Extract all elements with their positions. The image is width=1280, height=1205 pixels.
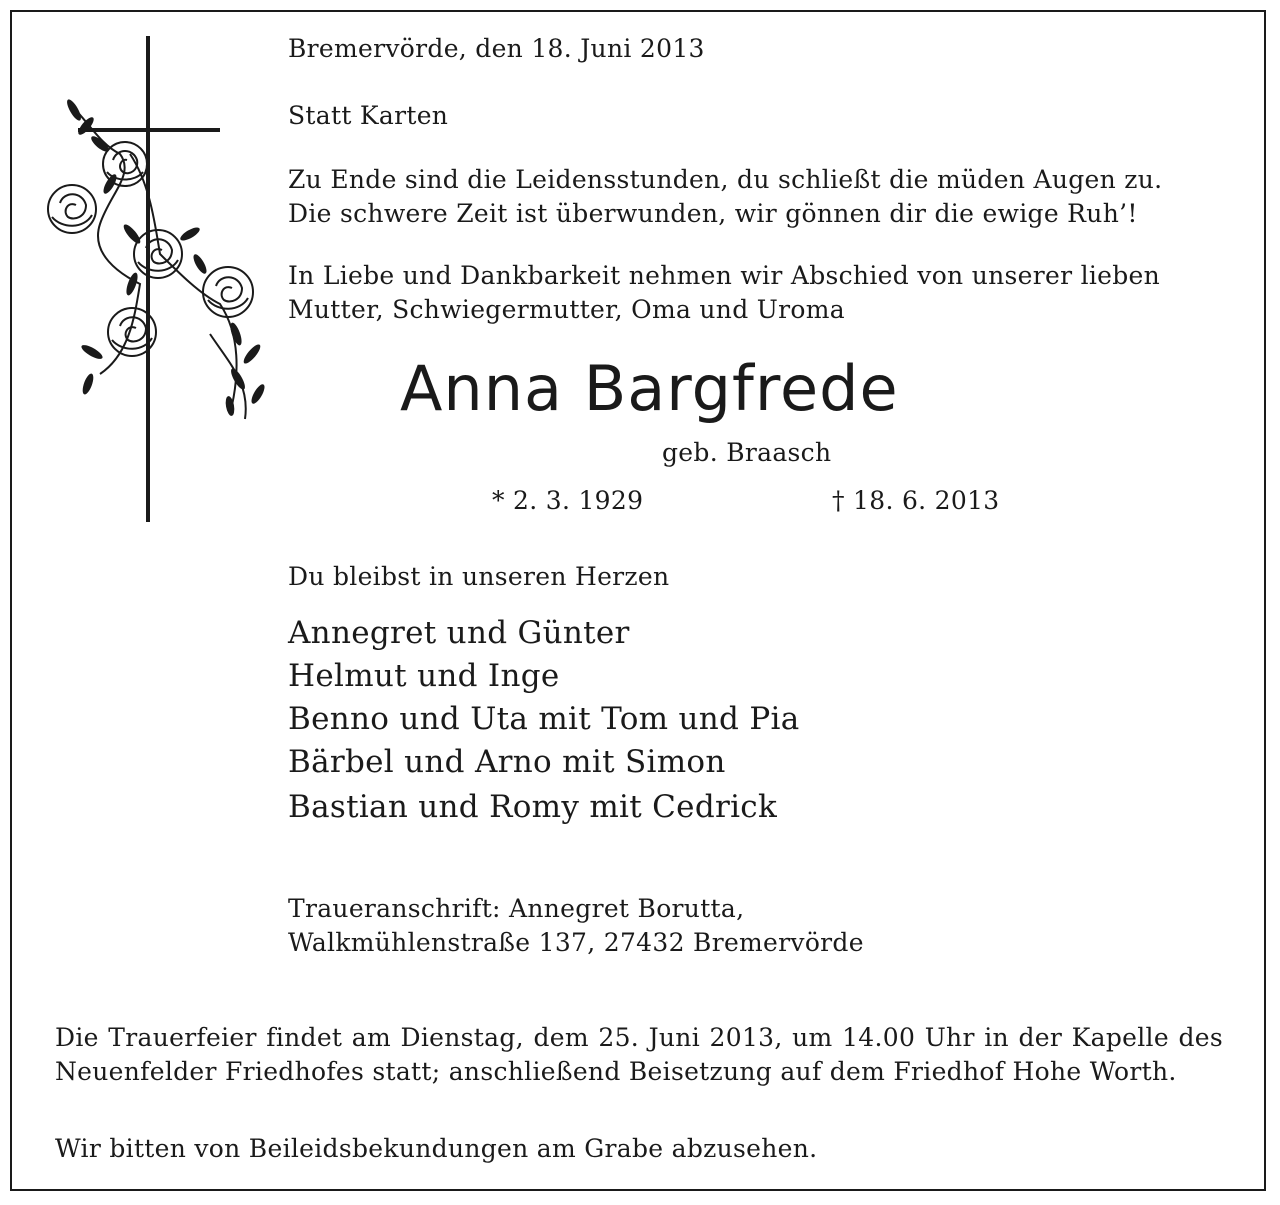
family-member: Helmut und Inge <box>288 658 560 694</box>
closing-line: Du bleibst in unseren Herzen <box>288 562 670 591</box>
maiden-name: geb. Braasch <box>662 438 832 467</box>
cross-with-roses-icon <box>40 34 280 529</box>
family-member: Annegret und Günter <box>288 615 630 651</box>
family-member: Bärbel und Arno mit Simon <box>288 744 726 780</box>
poem-line-1: Zu Ende sind die Leidensstunden, du schließt die müden Augen zu. <box>288 165 1163 194</box>
poem-line-2: Die schwere Zeit ist überwunden, wir gönnen dir die ewige Ruh’! <box>288 199 1138 228</box>
date-line: Bremervörde, den 18. Juni 2013 <box>288 34 705 63</box>
family-member: Bastian und Romy mit Cedrick <box>288 789 778 825</box>
deceased-name: Anna Bargfrede <box>400 352 899 425</box>
intro-line-1: In Liebe und Dankbarkeit nehmen wir Abschied von unserer lieben <box>288 261 1161 290</box>
birth-date: * 2. 3. 1929 <box>492 486 644 515</box>
death-date: † 18. 6. 2013 <box>832 486 1000 515</box>
intro-line-2: Mutter, Schwiegermutter, Oma und Uroma <box>288 295 845 324</box>
statt-karten: Statt Karten <box>288 101 449 130</box>
address-line-2: Walkmühlenstraße 137, 27432 Bremervörde <box>288 928 864 957</box>
condolence-request: Wir bitten von Beileidsbekundungen am Grabe abzusehen. <box>55 1134 818 1163</box>
address-line-1: Traueranschrift: Annegret Borutta, <box>288 894 745 923</box>
family-member: Benno und Uta mit Tom und Pia <box>288 701 800 737</box>
funeral-info: Die Trauerfeier findet am Dienstag, dem 25. Juni 2013, um 14.00 Uhr in der Kapelle des Neuenfelder Friedhofes statt; anschließend Beisetzung auf dem Friedhof Hohe Worth. <box>55 1023 1223 1086</box>
